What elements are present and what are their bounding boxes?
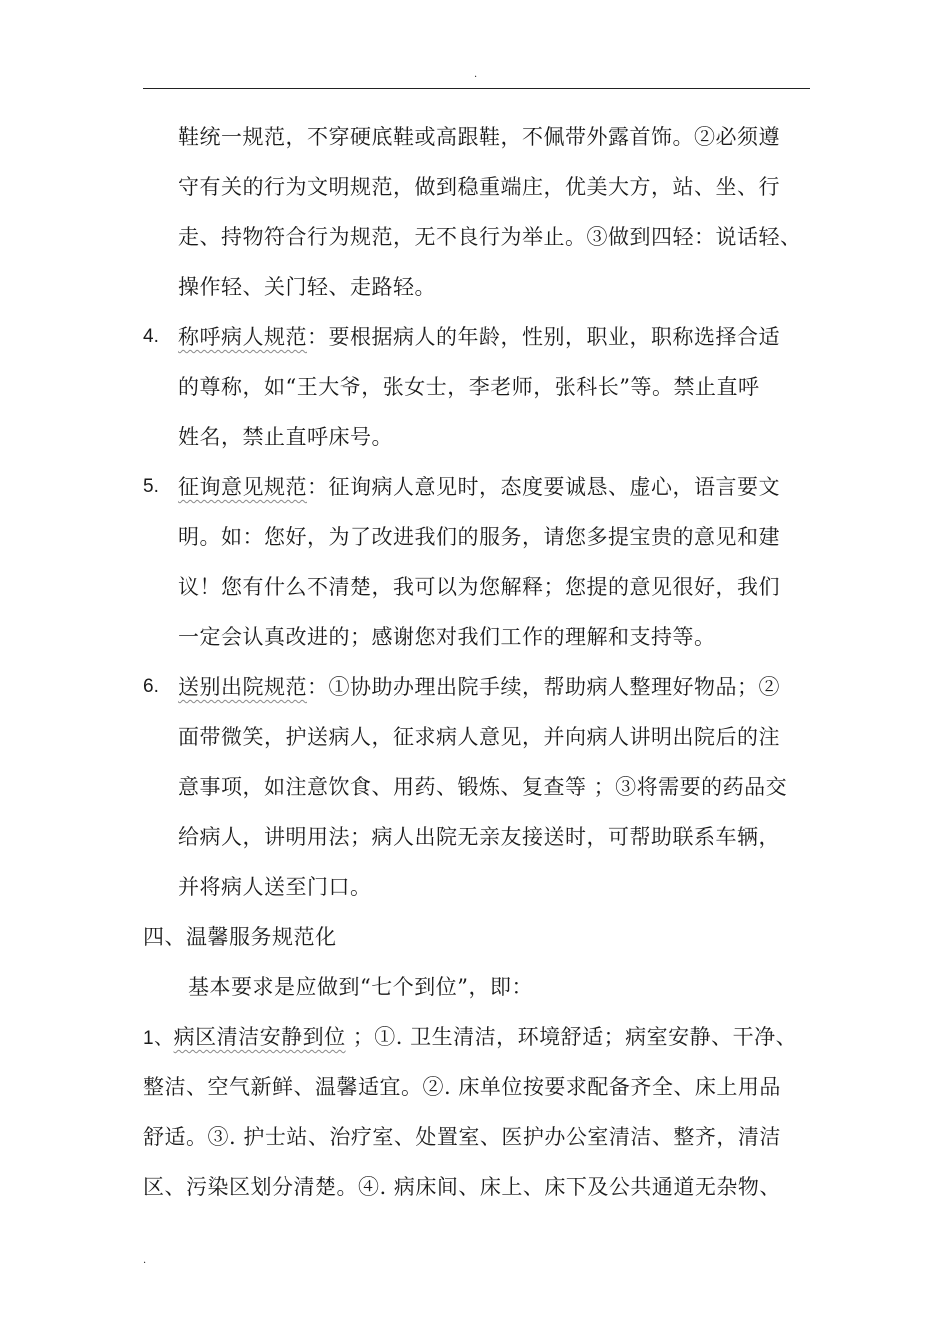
list-item-line — [178, 474, 780, 500]
list-number: 6. — [143, 676, 159, 697]
text-line: 一定会认真改进的；感谢您对我们工作的理解和支持等。 — [178, 625, 716, 649]
text-line: 意事项，如注意饮食、用药、锻炼、复查等 ；③将需要的药品交 — [178, 775, 788, 799]
list-number: 5. — [143, 476, 159, 497]
item-title: 征询意见规范 — [178, 475, 307, 499]
item-text: ：①协助办理出院手续，帮助病人整理好物品；② — [307, 675, 780, 699]
list-number: 1、 — [143, 1028, 174, 1049]
list-item-line — [178, 674, 780, 700]
text-line: 区、污染区划分清楚。④. 病床间、床上、床下及公共通道无杂物、 — [143, 1175, 781, 1199]
item-title: 送别出院规范 — [178, 675, 307, 699]
list-number: 4. — [143, 326, 159, 347]
list-item-line — [178, 324, 780, 350]
item-text: ；①. 卫生清洁，环境舒适；病室安静、干净、 — [345, 1025, 798, 1049]
item-title: 称呼病人规范 — [178, 325, 307, 349]
text-line: 鞋统一规范，不穿硬底鞋或高跟鞋，不佩带外露首饰。②必须遵 — [178, 125, 780, 149]
item-text: ：要根据病人的年龄，性别，职业，职称选择合适 — [307, 325, 780, 349]
header-rule — [143, 88, 810, 89]
text-line: 的尊称，如“王大爷，张女士，李老师，张科长”等。禁止直呼 — [178, 375, 760, 399]
text-line: 舒适。③. 护士站、治疗室、处置室、医护办公室清洁、整齐，清洁 — [143, 1125, 781, 1149]
item-title: 病区清洁安静到位 — [173, 1025, 346, 1049]
header-mark: . — [474, 69, 478, 80]
list-item-line — [143, 1024, 797, 1052]
text-line: 议！您有什么不清楚，我可以为您解释；您提的意见很好，我们 — [178, 575, 780, 599]
section-heading: 四、温馨服务规范化 — [143, 925, 337, 949]
footer-mark: . — [143, 1255, 147, 1266]
text-line: 面带微笑，护送病人，征求病人意见，并向病人讲明出院后的注 — [178, 725, 780, 749]
text-line: 并将病人送至门口。 — [178, 875, 372, 899]
text-line: 操作轻、关门轻、走路轻。 — [178, 275, 436, 299]
item-text: ：征询病人意见时，态度要诚恳、虚心，语言要文 — [307, 475, 780, 499]
text-line: 整洁、空气新鲜、温馨适宜。②. 床单位按要求配备齐全、床上用品 — [143, 1075, 781, 1099]
text-line: 走、持物符合行为规范，无不良行为举止。③做到四轻：说话轻、 — [178, 225, 802, 249]
text-line: 给病人，讲明用法；病人出院无亲友接送时，可帮助联系车辆， — [178, 825, 780, 849]
text-line: 守有关的行为文明规范，做到稳重端庄，优美大方，站、坐、行 — [178, 175, 780, 199]
text-line: 姓名，禁止直呼床号。 — [178, 425, 393, 449]
intro-text: 基本要求是应做到“七个到位”，即： — [188, 975, 533, 999]
text-line: 明。如：您好，为了改进我们的服务，请您多提宝贵的意见和建 — [178, 525, 780, 549]
